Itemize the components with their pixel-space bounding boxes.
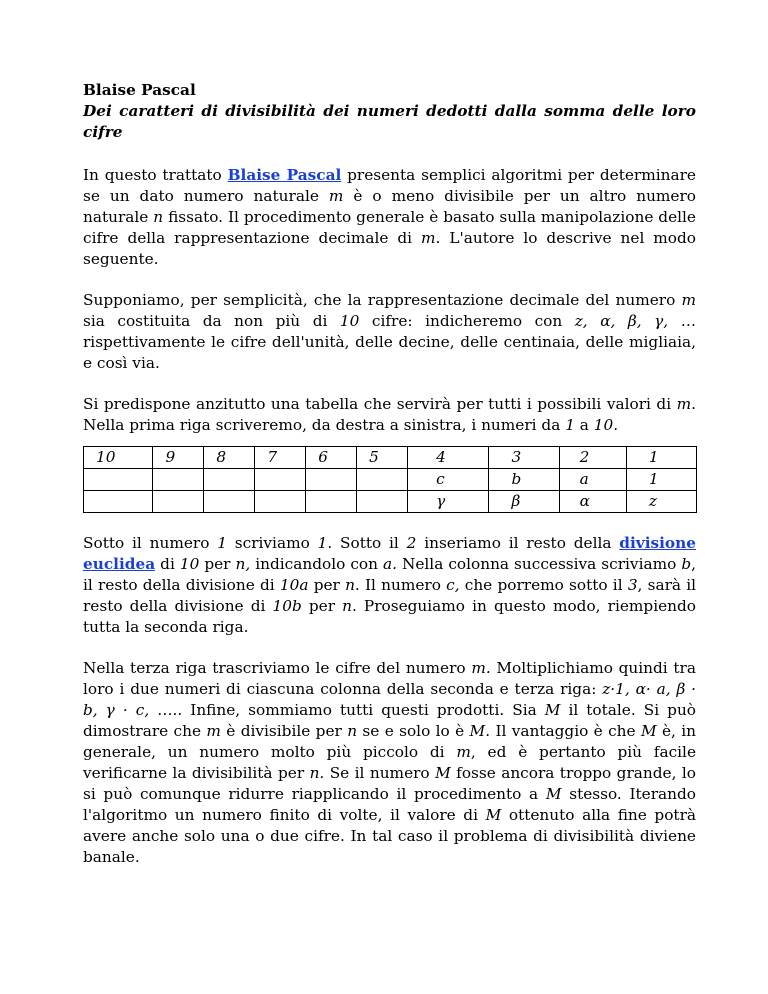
pascal-table xyxy=(83,446,697,513)
table-cell: z xyxy=(626,491,696,513)
table-cell xyxy=(255,469,306,491)
table-cell xyxy=(357,491,408,513)
table-cell xyxy=(204,469,255,491)
table-cell: 1 xyxy=(626,447,696,469)
table-cell xyxy=(153,469,204,491)
table-cell: 7 xyxy=(255,447,306,469)
table-cell: 5 xyxy=(357,447,408,469)
document-title: Dei caratteri di divisibilità dei numeri dedotti dalla somma delle loro cifre xyxy=(83,102,696,141)
table-intro-paragraph: Si predispone anzitutto una tabella che servirà per tutti i possibili valori di m. Nella prima riga scriveremo, da destra a sinistra, i numeri da 1 a 10. xyxy=(83,395,696,434)
table-cell: α xyxy=(559,491,626,513)
author-heading: Blaise Pascal xyxy=(83,81,196,99)
table-cell: 6 xyxy=(306,447,357,469)
table-cell: 9 xyxy=(153,447,204,469)
table-cell: 2 xyxy=(559,447,626,469)
table-cell: 8 xyxy=(204,447,255,469)
table-cell: b xyxy=(489,469,559,491)
table-cell xyxy=(204,491,255,513)
table-cell xyxy=(306,469,357,491)
table-cell: a xyxy=(559,469,626,491)
table-cell xyxy=(357,469,408,491)
third-row-paragraph: Nella terza riga trascriviamo le cifre del numero m. Moltiplichiamo quindi tra loro i due numeri di ciascuna colonna della seconda e terza riga: z·1, α· a, β · b, γ · c, ….. Infine, sommiamo tutti questi prodotti. Sia M il totale. Si può dimostrare che m è divisibile per n se e solo lo è M. Il vantaggio è che M è, in generale, un numero molto più piccolo di m, ed è pertanto più facile verificarne la divisibilità per n. Se il numero M fosse ancora troppo grande, lo si può comunque ridurre riapplicando il procedimento a M stesso. Iterando l'algoritmo un numero finito di volte, il valore di M ottenuto alla fine potrà avere anche solo una o due cifre. In tal caso il problema di divisibilità diviene banale. xyxy=(83,659,697,866)
table-cell xyxy=(84,491,153,513)
table-cell: β xyxy=(489,491,559,513)
blaise-pascal-link[interactable]: Blaise Pascal xyxy=(227,166,342,184)
table-cell: 1 xyxy=(626,469,696,491)
digits-paragraph: Supponiamo, per semplicità, che la rappresentazione decimale del numero m sia costituita da non più di 10 cifre: indicheremo con z, α, β, γ, … rispettivamente le cifre dell'unità, delle decine, delle centinaia, delle migliaia, e così via. xyxy=(83,291,696,372)
table-row xyxy=(84,491,697,513)
document-page xyxy=(83,80,696,868)
table-cell xyxy=(255,491,306,513)
second-row-paragraph: Sotto il numero 1 scriviamo 1. Sotto il 2 inseriamo il resto della divisione euclidea di 10 per n, indicandolo con a. Nella colonna successiva scriviamo b, il resto della divisione di 10a per n. Il numero c, che porremo sotto il 3, sarà il resto della divisione di 10b per n. Proseguiamo in questo modo, riempiendo tutta la seconda riga. xyxy=(83,534,697,636)
table-cell: 3 xyxy=(489,447,559,469)
intro-paragraph: In questo trattato Blaise Pascal presenta semplici algoritmi per determinare se un dato numero naturale m è o meno divisibile per un altro numero naturale n fissato. Il procedimento generale è basato sulla manipolazione delle cifre della rappresentazione decimale di m. L'autore lo descrive nel modo seguente. xyxy=(83,166,696,268)
table-cell xyxy=(153,491,204,513)
table-row xyxy=(84,447,697,469)
table-cell xyxy=(306,491,357,513)
table-cell: 10 xyxy=(84,447,153,469)
table-cell: c xyxy=(408,469,489,491)
table-cell: 4 xyxy=(408,447,489,469)
euclidean-division-link[interactable]: divisione euclidea xyxy=(83,534,696,573)
table-cell: γ xyxy=(408,491,489,513)
table-row xyxy=(84,469,697,491)
table-cell xyxy=(84,469,153,491)
